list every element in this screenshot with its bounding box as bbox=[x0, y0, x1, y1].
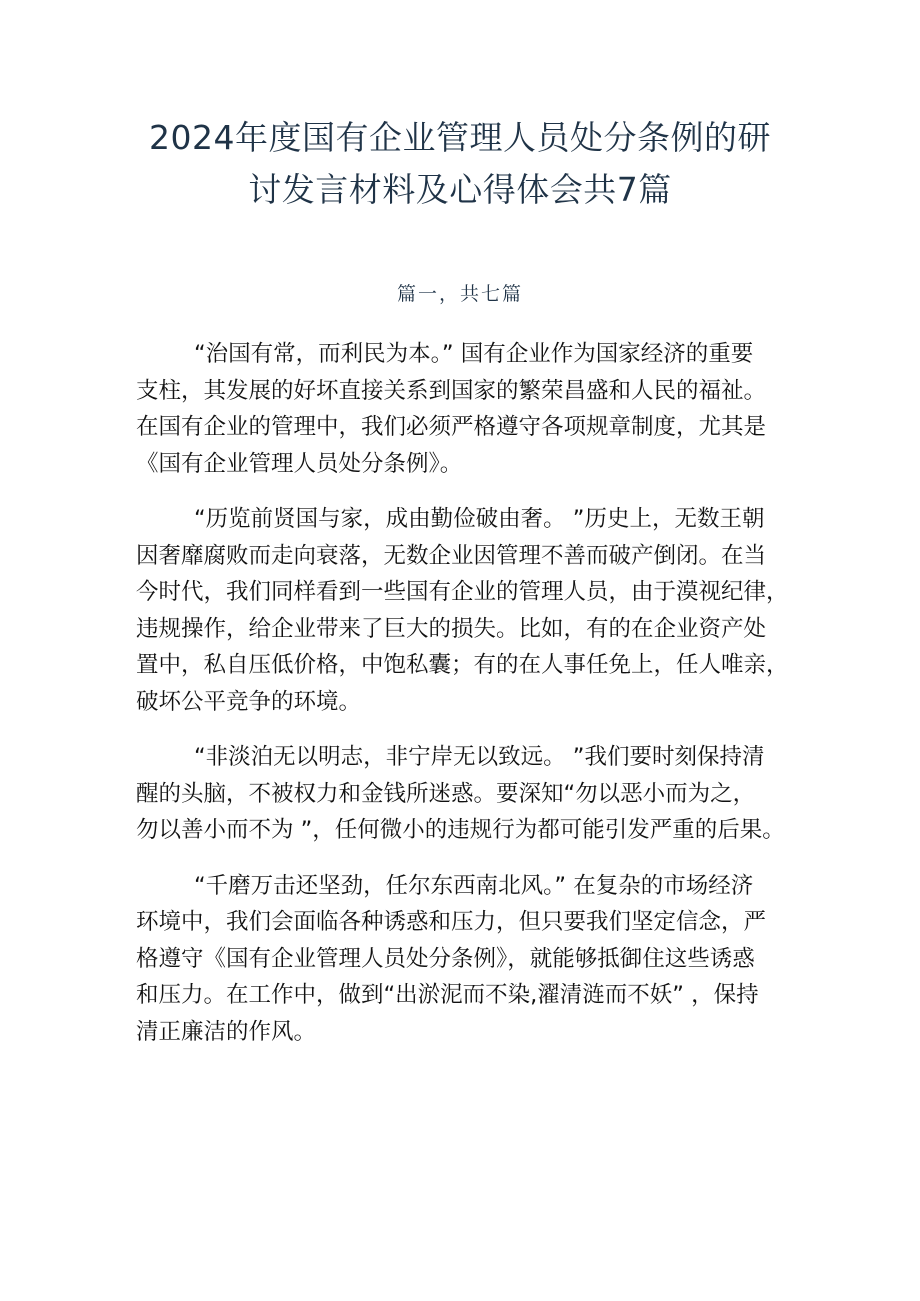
paragraph bbox=[136, 336, 796, 482]
text-line: 醒的头脑，不被权力和金钱所迷惑。要深知“勿以恶小而为之， bbox=[136, 780, 756, 807]
text-line: 环境中，我们会面临各种诱惑和压力，但只要我们坚定信念，严 bbox=[136, 909, 767, 935]
document-body bbox=[136, 336, 796, 1069]
text-line: 支柱，其发展的好坏直接关系到国家的繁荣昌盛和人民的福祉。 bbox=[136, 377, 767, 404]
text-line: 违规操作，给企业带来了巨大的损失。比如，有的在企业资产处 bbox=[136, 615, 767, 642]
text-line: “非淡泊无以明志，非宁岸无以致远。 ”我们要时刻保持清 bbox=[194, 744, 765, 770]
text-line: 和压力。在工作中，做到“出淤泥而不染,濯清涟而不妖” ，保持 bbox=[136, 982, 759, 1008]
document-title bbox=[100, 112, 820, 216]
text-line: 今时代，我们同样看到一些国有企业的管理人员，由于漠视纪律， bbox=[136, 579, 789, 605]
text-line: 在国有企业的管理中，我们必须严格遵守各项规章制度，尤其是 bbox=[136, 414, 767, 440]
text-line: 因奢靡腐败而走向衰落，无数企业因管理不善而破产倒闭。在当 bbox=[136, 542, 767, 569]
text-line: “千磨万击还坚劲，任尔东西南北风。” 在复杂的市场经济 bbox=[194, 872, 754, 899]
paragraph bbox=[136, 501, 796, 720]
text-line: 格遵守《国有企业管理人员处分条例》，就能够抵御住这些诱惑 bbox=[136, 945, 755, 972]
paragraph bbox=[136, 868, 796, 1051]
text-line: 《国有企业管理人员处分条例》。 bbox=[136, 450, 463, 477]
text-line: “历览前贤国与家，成由勤俭破由奢。 ”历史上，无数王朝 bbox=[194, 506, 765, 532]
section-heading: 篇一，共七篇 bbox=[396, 283, 523, 305]
title-line: 讨发言材料及心得体会共7篇 bbox=[248, 170, 672, 209]
text-line: 破坏公平竞争的环境。 bbox=[136, 688, 362, 715]
text-line: 置中，私自压低价格，中饱私囊；有的在人事任免上，任人唯亲， bbox=[136, 652, 789, 678]
title-line: 2024年度国有企业管理人员处分条例的研 bbox=[149, 118, 771, 157]
text-line: 清正廉洁的作风。 bbox=[136, 1018, 317, 1045]
text-line: “治国有常，而利民为本。” 国有企业作为国家经济的重要 bbox=[194, 341, 754, 367]
paragraph bbox=[136, 739, 796, 849]
text-line: 勿以善小而不为 ”，任何微小的违规行为都可能引发严重的后果。 bbox=[136, 817, 785, 843]
